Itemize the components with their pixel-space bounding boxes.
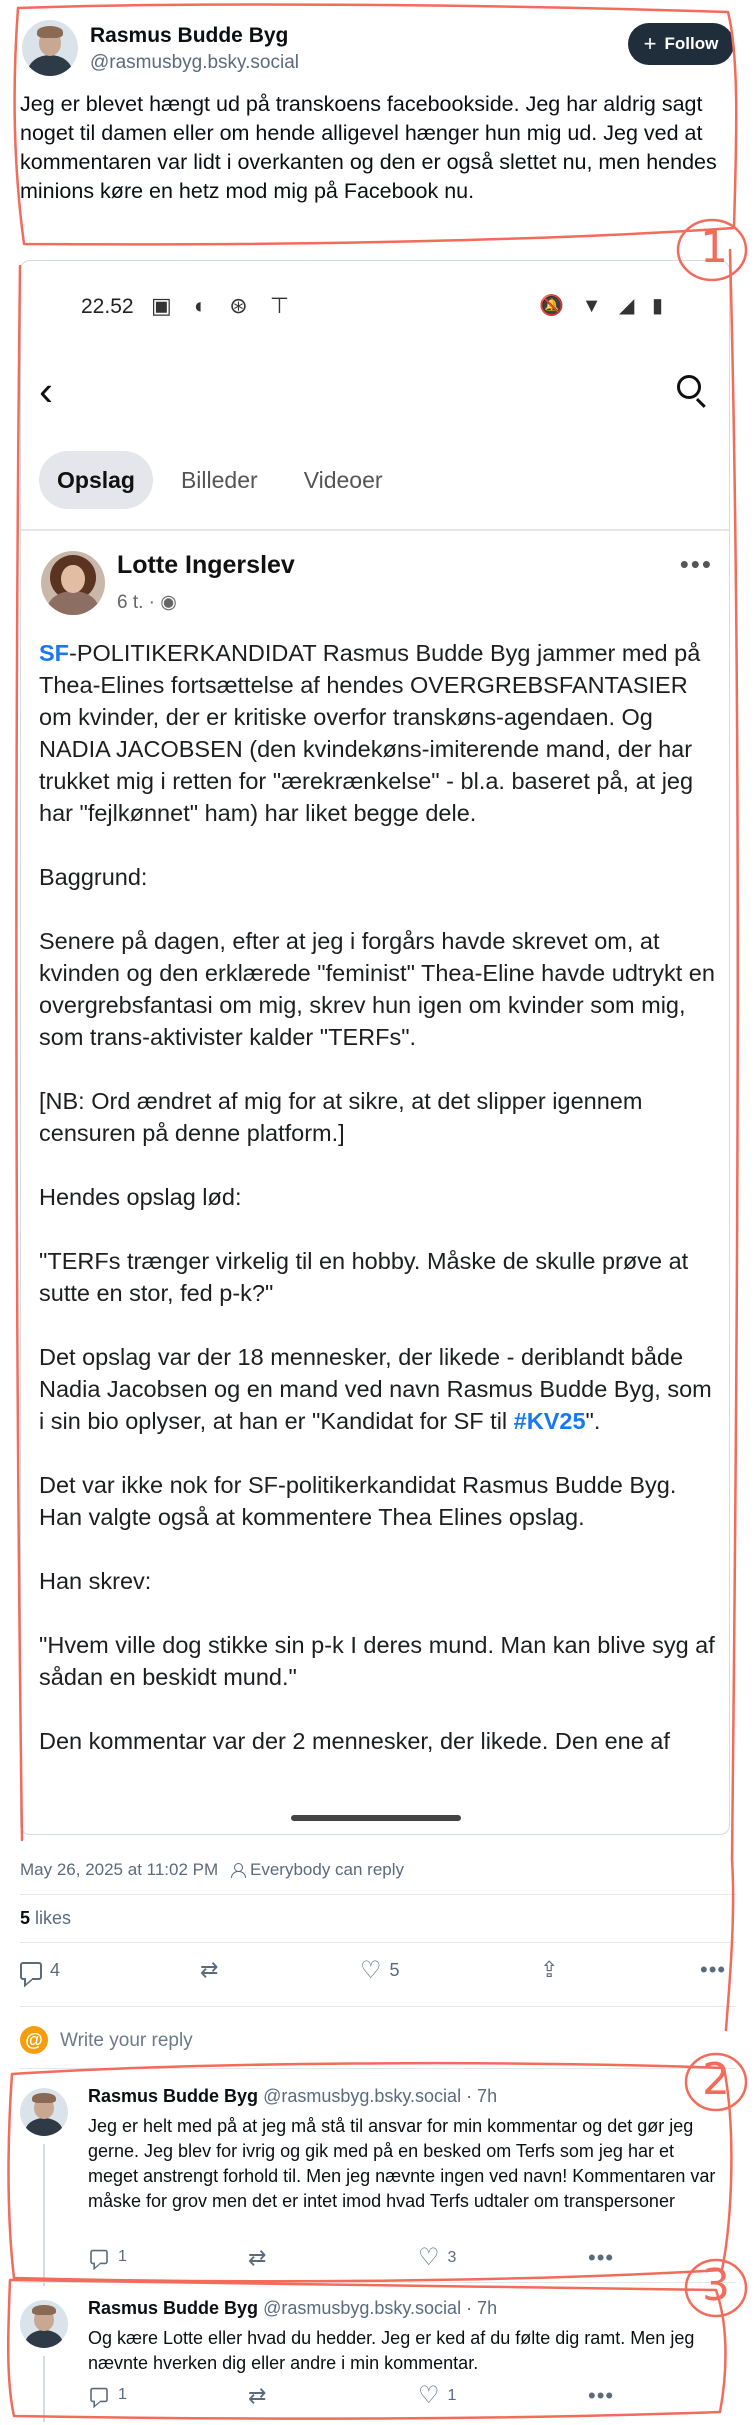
- fb-paragraph: Det var ikke nok for SF-politikerkandidat Rasmus Budde Byg. Han valgte også at kommentere Thea Elines opslag.: [39, 1472, 677, 1530]
- likes-number: 5: [20, 1908, 31, 1928]
- notification-icons: ▣ ◐ ⊛ ⊤: [151, 293, 298, 318]
- tab-billeder: Billeder: [180, 466, 258, 493]
- reply-icon: [90, 2250, 108, 2264]
- user-avatar: @: [20, 2026, 48, 2054]
- reply-item[interactable]: [20, 2086, 736, 2286]
- like-count: 3: [447, 2249, 457, 2266]
- divider: [20, 2006, 736, 2007]
- fb-paragraph: SF-POLITIKERKANDIDAT Rasmus Budde Byg jammer med på Thea-Elines fortsættelse af hendes OVERGREBSFANTASIER om kvinder, der er kritiske overfor transkøns-agendaen. Og NADIA JACOBSEN (den kvindekøns-imiterende mand, der har trukket mig i retten for "ærekrænkelse" - bl.a. baseret på, at jeg har "fejlkønnet" ham) har liket begge dele.: [39, 640, 701, 826]
- fb-post-meta: 6 t. · ◉: [117, 592, 177, 613]
- annotation-number: 1: [700, 222, 728, 273]
- reply-item[interactable]: [20, 2298, 736, 2422]
- reply-author-handle[interactable]: @rasmusbyg.bsky.social · 7h: [263, 2086, 498, 2106]
- back-arrow-icon: ‹: [39, 367, 53, 414]
- tab-opslag: Opslag: [39, 451, 153, 509]
- fb-paragraph: Han skrev:: [39, 1568, 152, 1594]
- search-icon: [675, 373, 711, 409]
- like-count: 5: [389, 1960, 400, 1980]
- status-time: 22.52: [81, 295, 134, 318]
- heart-icon: ♡: [360, 1956, 382, 1984]
- more-button[interactable]: [588, 2383, 615, 2408]
- system-status-icons: 🔕 ▼ ◢ ▮: [539, 295, 669, 317]
- phone-status-bar: [21, 261, 729, 351]
- reply-author-name[interactable]: Rasmus Budde Byg: [88, 2298, 259, 2318]
- reply-header: [88, 2086, 497, 2107]
- fb-author-avatar: [41, 551, 105, 615]
- likes-count[interactable]: [20, 1908, 71, 1929]
- likes-label: likes: [35, 1908, 72, 1928]
- reply-count: 1: [118, 2248, 127, 2265]
- post-text: Jeg er blevet hængt ud på transkoens facebookside. Jeg har aldrig sagt noget til damen eller om hende alligevel hænger hun mig ud. Jeg ved at kommentaren var lidt i overkanten og den er også slettet nu, men hendes minions køre en hetz mod mig på Facebook nu.: [20, 92, 717, 203]
- embedded-screenshot[interactable]: [20, 260, 730, 1835]
- divider: [20, 1894, 736, 1895]
- fb-paragraph: Senere på dagen, efter at jeg i forgårs havde skrevet om, at kvinden og den erklærede "feminist" Thea-Eline havde udtrykt en overgrebsfantasi om mig, skrev hun igen om kvinder som mig, som trans-aktivister kalder "TERFs".: [39, 928, 715, 1050]
- post-action-bar: [20, 1956, 736, 1990]
- repost-button[interactable]: [200, 1957, 219, 1982]
- reply-action-bar: [88, 2382, 678, 2410]
- home-indicator: [291, 1815, 461, 1821]
- follow-label: Follow: [664, 34, 719, 53]
- fb-paragraph: "TERFs trænger virkelig til en hobby. Måske de skulle prøve at sutte en stor, fed p-k?": [39, 1248, 689, 1306]
- fb-author-name: Lotte Ingerslev: [117, 551, 295, 579]
- annotation-number: 2: [702, 2054, 730, 2105]
- divider: [20, 2068, 736, 2069]
- like-button[interactable]: [418, 2244, 457, 2271]
- divider: [20, 1942, 736, 1943]
- like-count: 1: [447, 2387, 457, 2404]
- author-avatar[interactable]: [22, 20, 78, 76]
- reply-button[interactable]: [20, 1960, 60, 1981]
- reply-avatar[interactable]: [20, 2088, 68, 2136]
- fb-paragraph: Hendes opslag lød:: [39, 1184, 242, 1210]
- share-button[interactable]: [540, 1957, 559, 1982]
- more-icon: •••: [588, 2245, 615, 2270]
- reply-button[interactable]: [88, 2386, 127, 2404]
- reply-header: [88, 2298, 497, 2319]
- fb-tabs: [39, 451, 401, 509]
- post-header: [22, 20, 734, 80]
- reply-author-name[interactable]: Rasmus Budde Byg: [88, 2086, 259, 2106]
- more-options-icon: •••: [679, 549, 713, 579]
- reply-author-handle[interactable]: @rasmusbyg.bsky.social · 7h: [263, 2298, 498, 2318]
- annotation-number: 3: [702, 2260, 730, 2311]
- like-button[interactable]: [418, 2382, 457, 2409]
- reply-text: Jeg er helt med på at jeg må stå til ansvar for min kommentar og det gør jeg gerne. Jeg blev for ivrig og gik med på en besked om Terfs som jeg har et meget anstrengt forhold til. Men jeg nævnte ingen ved navn! Kommentaren var måske for grov men det er intet imod hvad Terfs udtaler om transpersoner: [88, 2116, 716, 2211]
- post-date[interactable]: May 26, 2025 at 11:02 PM: [20, 1860, 219, 1879]
- repost-button[interactable]: [248, 2383, 267, 2408]
- hashtag-kv25: #KV25: [513, 1408, 586, 1434]
- reply-icon: [90, 2388, 108, 2402]
- plus-icon: +: [643, 31, 657, 56]
- thread-line: [43, 2356, 45, 2422]
- fb-paragraph: Den kommentar var der 2 mennesker, der likede. Den ene af: [39, 1728, 670, 1754]
- reply-count: 4: [50, 1960, 61, 1980]
- heart-icon: ♡: [418, 2382, 440, 2409]
- fb-paragraph: Baggrund:: [39, 864, 148, 890]
- repost-icon: ⇄: [248, 2245, 267, 2270]
- fb-post-body: [39, 637, 719, 1789]
- sf-highlight: SF: [39, 640, 70, 666]
- divider: [21, 529, 729, 531]
- share-icon: ⇪: [540, 1957, 559, 1982]
- repost-icon: ⇄: [200, 1957, 219, 1982]
- reply-text: Og kære Lotte eller hvad du hedder. Jeg er ked af du følte dig ramt. Men jeg nævnte hverken dig eller andre i min kommentar.: [88, 2328, 695, 2373]
- reply-icon: [20, 1962, 42, 1980]
- reply-composer[interactable]: [20, 2020, 736, 2060]
- author-handle[interactable]: @rasmusbyg.bsky.social: [90, 52, 299, 73]
- repost-button[interactable]: [248, 2245, 267, 2270]
- reply-permission: Everybody can reply: [230, 1860, 404, 1880]
- people-icon: [230, 1863, 246, 1877]
- more-icon: •••: [588, 2383, 615, 2408]
- follow-button[interactable]: [628, 23, 734, 65]
- fb-paragraph: Det opslag var der 18 mennesker, der likede - deriblandt både Nadia Jacobsen og en mand ved navn Rasmus Budde Byg, som i sin bio oplyser, at han er "Kandidat for SF til #KV25".: [39, 1344, 712, 1434]
- reply-placeholder: Write your reply: [60, 2030, 193, 2051]
- divider: [20, 2282, 736, 2283]
- reply-avatar[interactable]: [20, 2300, 68, 2348]
- more-button[interactable]: [700, 1957, 727, 1982]
- reply-button[interactable]: [88, 2248, 127, 2266]
- tab-videoer: Videoer: [303, 466, 383, 493]
- heart-icon: ♡: [418, 2244, 440, 2271]
- fb-paragraph: "Hvem ville dog stikke sin p-k I deres mund. Man kan blive syg af sådan en beskidt mund.": [39, 1632, 715, 1690]
- fb-paragraph: [NB: Ord ændret af mig for at sikre, at det slipper igennem censuren på denne platform.]: [39, 1088, 643, 1146]
- author-name[interactable]: Rasmus Budde Byg: [90, 24, 289, 47]
- repost-icon: ⇄: [248, 2383, 267, 2408]
- thread-line: [43, 2144, 45, 2286]
- more-button[interactable]: [588, 2245, 615, 2270]
- reply-action-bar: [88, 2244, 678, 2272]
- reply-count: 1: [118, 2386, 127, 2403]
- more-icon: •••: [700, 1957, 727, 1982]
- like-button[interactable]: [360, 1956, 400, 1984]
